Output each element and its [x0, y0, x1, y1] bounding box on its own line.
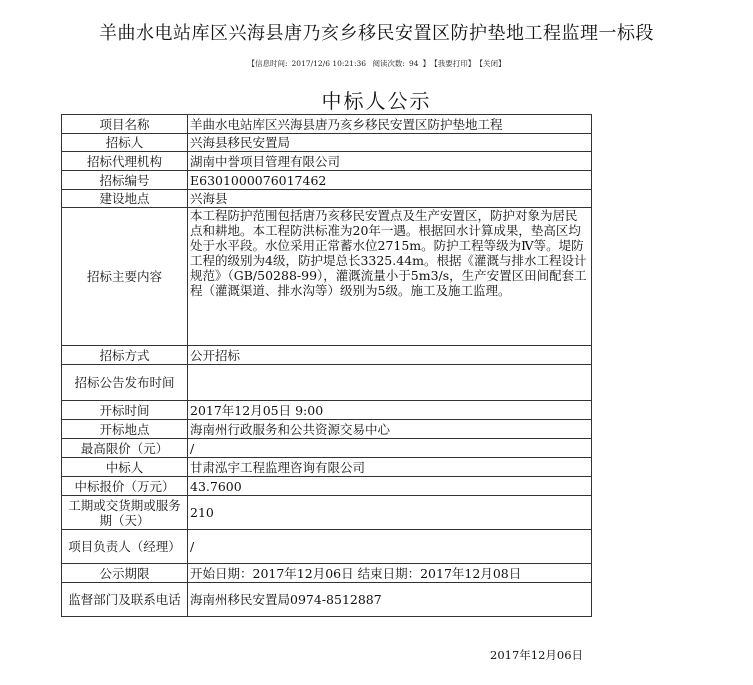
row-label: 公示期限 — [62, 564, 188, 583]
row-label: 招标公告发布时间 — [62, 365, 188, 401]
table-row — [62, 496, 592, 530]
row-label: 开标地点 — [62, 420, 188, 439]
row-value — [188, 365, 592, 401]
row-value: 本工程防护范围包括唐乃亥移民安置点及生产安置区，防护对象为居民点和耕地。本工程防洪标准为20年一遇。根据回水计算成果，垫高区均处于水平段。水位采用正常蓄水位2715m。防护工程等级为Ⅳ等。堤防工程的级别为4级，防护堤总长3325.44m。根据《灌溉与排水工程设计规范》（GB/50288-99），灌溉流量小于5m3/s，生产安置区田间配套工程（灌溉渠道、排水沟等）级别为5级。施工及施工监理。 — [188, 208, 592, 346]
row-label: 招标编号 — [62, 171, 188, 190]
page-title: 羊曲水电站库区兴海县唐乃亥乡移民安置区防护垫地工程监理一标段 — [99, 23, 654, 44]
row-label: 最高限价（元） — [62, 439, 188, 458]
row-value: 开始日期：2017年12月06日 结束日期：2017年12月08日 — [188, 564, 592, 583]
views-count: 94 — [408, 59, 419, 68]
row-value: 兴海县 — [188, 190, 592, 208]
row-value: 湖南中誉项目管理有限公司 — [188, 152, 592, 171]
row-label: 招标代理机构 — [62, 152, 188, 171]
row-label: 建设地点 — [62, 190, 188, 208]
print-link[interactable]: 【我要打印】 — [434, 59, 476, 68]
table-row — [62, 190, 592, 208]
row-label: 开标时间 — [62, 401, 188, 420]
row-value: 海南州移民安置局0974-8512887 — [188, 583, 592, 617]
table-row — [62, 171, 592, 190]
row-label: 项目负责人（经理） — [62, 530, 188, 564]
row-value: 210 — [188, 496, 592, 530]
info-time: 2017/12/6 10:21:36 — [291, 59, 367, 68]
row-label: 监督部门及联系电话 — [62, 583, 188, 617]
close-link[interactable]: 【关闭】 — [479, 59, 506, 68]
row-label: 中标人 — [62, 458, 188, 477]
row-value: 兴海县移民安置局 — [188, 134, 592, 152]
table-row — [62, 152, 592, 171]
table-row — [62, 530, 592, 564]
table-row — [62, 564, 592, 583]
row-label: 招标方式 — [62, 346, 188, 365]
row-value: 43.7600 — [188, 477, 592, 496]
row-value: E6301000076017462 — [188, 171, 592, 190]
info-suffix: 】 — [422, 59, 431, 68]
table-row — [62, 208, 592, 346]
table-row — [62, 477, 592, 496]
row-label: 招标人 — [62, 134, 188, 152]
info-time-label: 【信息时间: — [247, 59, 288, 68]
row-label: 项目名称 — [62, 115, 188, 134]
section-title: 中标人公示 — [321, 89, 432, 113]
award-info-table — [61, 114, 592, 617]
info-bar — [0, 58, 753, 69]
row-label: 招标主要内容 — [62, 208, 188, 346]
table-row — [62, 115, 592, 134]
table-row — [62, 583, 592, 617]
publish-date: 2017年12月06日 — [490, 648, 584, 662]
row-value: 羊曲水电站库区兴海县唐乃亥乡移民安置区防护垫地工程 — [188, 115, 592, 134]
row-value: 海南州行政服务和公共资源交易中心 — [188, 420, 592, 439]
row-value: / — [188, 530, 592, 564]
views-label: 阅读次数: — [372, 59, 405, 68]
row-value: 2017年12月05日 9:00 — [188, 401, 592, 420]
table-row — [62, 439, 592, 458]
table-row — [62, 365, 592, 401]
row-value: / — [188, 439, 592, 458]
table-row — [62, 401, 592, 420]
table-row — [62, 420, 592, 439]
table-row — [62, 346, 592, 365]
row-value: 甘肃泓宇工程监理咨询有限公司 — [188, 458, 592, 477]
table-row — [62, 134, 592, 152]
row-label: 中标报价（万元） — [62, 477, 188, 496]
row-value: 公开招标 — [188, 346, 592, 365]
row-label: 工期或交货期或服务期（天） — [62, 496, 188, 530]
table-row — [62, 458, 592, 477]
